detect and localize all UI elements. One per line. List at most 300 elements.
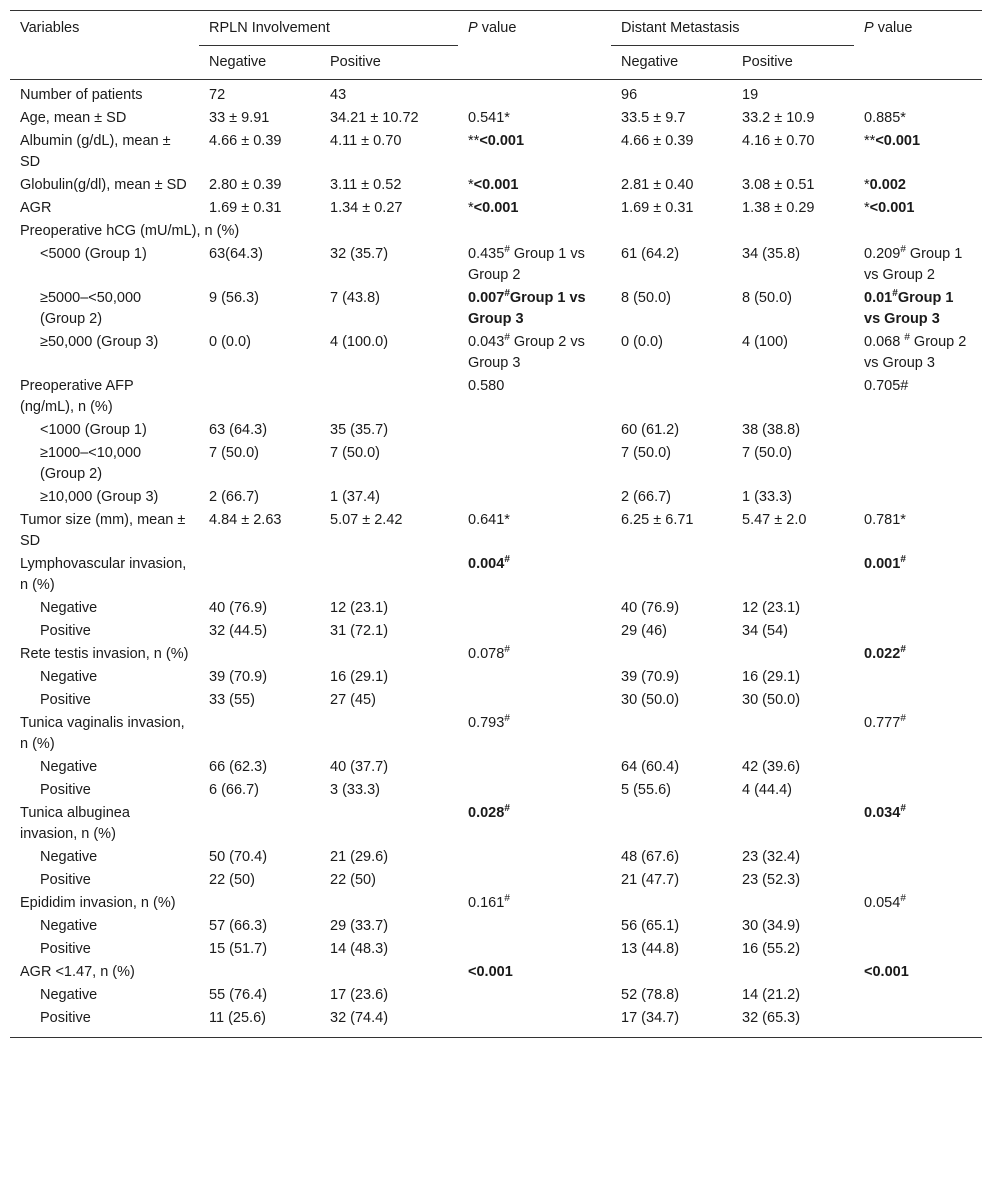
table-row	[10, 129, 982, 173]
value-text: 0.777	[864, 715, 901, 731]
cell-distant-negative: 40 (76.9)	[621, 600, 680, 616]
value-text: *	[864, 200, 870, 216]
cell-distant-p-value	[854, 711, 982, 755]
cell-distant-p-value	[854, 242, 982, 286]
value-bold: 0.022	[864, 646, 901, 662]
cell-rpln-p-value	[458, 441, 611, 485]
cell-rpln-p-value	[458, 983, 611, 1006]
cell-rpln-positive: 7 (43.8)	[330, 290, 380, 306]
cell-rpln-negative: 11 (25.6)	[199, 1006, 320, 1038]
row-label	[10, 106, 199, 129]
cell-rpln-negative: 55 (76.4)	[209, 987, 268, 1003]
cell-distant-positive: 42 (39.6)	[742, 759, 801, 775]
cell-distant-positive	[732, 552, 854, 596]
cell-distant-negative	[611, 552, 732, 596]
header-rpln-involvement: RPLN Involvement	[199, 11, 458, 46]
cell-distant-negative: 17 (34.7)	[611, 1006, 732, 1038]
cell-rpln-p-value: 0.541*	[468, 110, 510, 126]
footnote-mark: #	[900, 713, 906, 725]
row-label	[10, 508, 199, 552]
cell-rpln-positive: 29 (33.7)	[330, 918, 389, 934]
comparison-text-bold: Group 1 vs Group 3	[468, 290, 586, 327]
table-header	[10, 11, 982, 80]
cell-rpln-p-value	[458, 665, 611, 688]
cell-rpln-negative: 72	[209, 87, 226, 103]
cell-distant-negative	[611, 960, 732, 983]
cell-rpln-negative	[199, 642, 320, 665]
cell-distant-negative: 21 (47.7)	[621, 872, 680, 888]
cell-rpln-negative	[199, 960, 320, 983]
cell-distant-p-value	[854, 173, 982, 196]
row-label-text: Negative	[40, 669, 98, 685]
row-label-text: Negative	[40, 600, 98, 616]
value-bold: <0.001	[473, 177, 519, 193]
cell-rpln-positive: 1.34 ± 0.27	[330, 200, 403, 216]
value-text: 0.043	[468, 334, 505, 350]
cell-rpln-positive: 3.11 ± 0.52	[330, 177, 402, 193]
cell-distant-p-value	[854, 1006, 982, 1038]
row-label	[10, 80, 199, 107]
value-bold: 0.01	[864, 290, 893, 306]
row-label-text: Globulin(g/dl), mean ± SD	[20, 177, 187, 193]
row-label	[10, 374, 199, 418]
header-variables: Variables	[10, 11, 199, 80]
cell-rpln-p-value	[458, 242, 611, 286]
cell-rpln-p-value	[458, 937, 611, 960]
row-label-text: AGR	[20, 200, 52, 216]
cell-rpln-p-value	[458, 1006, 611, 1038]
cell-rpln-negative: 6 (66.7)	[209, 782, 259, 798]
comparison-text: Group 2 vs Group 3	[468, 334, 585, 371]
table-body	[10, 80, 982, 1038]
cell-distant-positive: 38 (38.8)	[742, 422, 801, 438]
table-row	[10, 286, 982, 330]
cell-rpln-p-value	[458, 711, 611, 755]
cell-distant-p-value	[854, 778, 982, 801]
cell-distant-positive: 33.2 ± 10.9	[742, 110, 815, 126]
comparison-text: Group 2 vs Group 3	[864, 334, 967, 371]
row-label-text: Rete testis invasion, n (%)	[20, 646, 189, 662]
value-text: 0.435	[468, 246, 505, 262]
cell-rpln-p-value	[458, 596, 611, 619]
row-label	[10, 868, 199, 891]
cell-rpln-p-value	[458, 755, 611, 778]
cell-distant-positive: 4 (100)	[742, 334, 788, 350]
cell-rpln-p-value	[458, 80, 611, 107]
table-row	[10, 173, 982, 196]
table-row	[10, 106, 982, 129]
footnote-mark: #	[504, 713, 510, 725]
value-bold: 0.028	[468, 805, 505, 821]
cell-rpln-positive: 5.07 ± 2.42	[330, 512, 403, 528]
row-label-text: Negative	[40, 918, 98, 934]
row-label-text: ≥50,000 (Group 3)	[40, 334, 159, 350]
cell-rpln-positive	[320, 711, 458, 755]
cell-distant-positive: 3.08 ± 0.51	[742, 177, 815, 193]
value-bold: <0.001	[875, 133, 921, 149]
cell-rpln-positive: 43	[330, 87, 347, 103]
cell-rpln-p-value	[458, 418, 611, 441]
cell-distant-negative: 29 (46)	[621, 623, 667, 639]
cell-rpln-positive: 27 (45)	[330, 692, 376, 708]
cell-rpln-p-value	[458, 688, 611, 711]
cell-distant-positive	[732, 711, 854, 755]
cell-rpln-p-value	[458, 801, 611, 845]
row-label	[10, 665, 199, 688]
table-row	[10, 374, 982, 418]
row-label	[10, 418, 199, 441]
cell-rpln-p-value	[458, 960, 611, 983]
cell-distant-positive: 16 (29.1)	[742, 669, 801, 685]
table-row	[10, 552, 982, 596]
row-label-text: Lymphovascular invasion, n (%)	[20, 556, 187, 593]
cell-distant-p-value	[854, 960, 982, 983]
cell-distant-positive: 1 (33.3)	[742, 489, 792, 505]
cell-distant-positive	[732, 801, 854, 845]
row-label	[10, 711, 199, 755]
cell-rpln-positive: 35 (35.7)	[330, 422, 389, 438]
row-label-text: ≥10,000 (Group 3)	[40, 489, 159, 505]
cell-distant-negative: 5 (55.6)	[621, 782, 671, 798]
cell-rpln-negative: 32 (44.5)	[209, 623, 268, 639]
cell-rpln-negative	[199, 374, 320, 418]
value-text: *	[864, 177, 870, 193]
footnote-mark: #	[504, 893, 510, 905]
cell-distant-p-value: 0.781*	[864, 512, 906, 528]
table-row	[10, 418, 982, 441]
row-label	[10, 688, 199, 711]
header-distant-metastasis: Distant Metastasis	[611, 11, 854, 46]
cell-distant-positive: 23 (52.3)	[742, 872, 801, 888]
header-p-rest: value	[477, 20, 517, 36]
cell-distant-negative	[611, 801, 732, 845]
row-label	[10, 983, 199, 1006]
table-row	[10, 330, 982, 374]
row-label	[10, 778, 199, 801]
cell-distant-p-value	[854, 196, 982, 219]
cell-distant-p-value	[854, 891, 982, 914]
value-bold: <0.001	[473, 200, 519, 216]
table-row	[10, 937, 982, 960]
cell-rpln-p-value	[458, 485, 611, 508]
cell-distant-negative: 39 (70.9)	[621, 669, 680, 685]
cell-rpln-negative: 2 (66.7)	[209, 489, 259, 505]
cell-rpln-negative: 7 (50.0)	[209, 445, 259, 461]
cell-rpln-positive	[320, 960, 458, 983]
cell-rpln-positive: 3 (33.3)	[330, 782, 380, 798]
cell-distant-negative	[611, 711, 732, 755]
cell-rpln-positive: 32 (74.4)	[320, 1006, 458, 1038]
header-p-rest: value	[873, 20, 913, 36]
cell-rpln-p-value	[458, 196, 611, 219]
value-text: *	[468, 200, 474, 216]
cell-distant-p-value	[854, 845, 982, 868]
cell-distant-negative: 8 (50.0)	[621, 290, 671, 306]
header-rpln-negative: Negative	[209, 54, 267, 70]
cell-rpln-positive	[320, 374, 458, 418]
cell-distant-negative: 2.81 ± 0.40	[621, 177, 694, 193]
cell-distant-negative: 4.66 ± 0.39	[621, 133, 694, 149]
row-label-text: Preoperative hCG (mU/mL), n (%)	[20, 223, 240, 239]
cell-rpln-positive: 21 (29.6)	[330, 849, 389, 865]
cell-rpln-p-value	[458, 286, 611, 330]
comparison-text: Group 1 vs Group 2	[468, 246, 585, 283]
header-p-italic: P	[468, 20, 478, 36]
header-p-italic: P	[864, 20, 874, 36]
value-text: *	[468, 177, 474, 193]
cell-distant-p-value	[854, 485, 982, 508]
cell-rpln-p-value	[458, 552, 611, 596]
cell-distant-negative: 61 (64.2)	[621, 246, 680, 262]
value-bold: <0.001	[479, 133, 525, 149]
value-bold: <0.001	[468, 964, 513, 980]
cell-rpln-positive: 12 (23.1)	[330, 600, 389, 616]
table-row	[10, 1006, 982, 1038]
cell-rpln-negative	[199, 552, 320, 596]
cell-rpln-positive: 22 (50)	[330, 872, 376, 888]
footnote-mark: #	[504, 644, 510, 656]
table-row	[10, 485, 982, 508]
cell-rpln-positive	[320, 891, 458, 914]
cell-distant-p-value	[854, 665, 982, 688]
cell-distant-p-value	[854, 596, 982, 619]
cell-rpln-positive: 4 (100.0)	[330, 334, 389, 350]
cell-rpln-positive: 31 (72.1)	[330, 623, 389, 639]
cell-distant-negative: 0 (0.0)	[621, 334, 663, 350]
cell-rpln-p-value	[458, 129, 611, 173]
cell-distant-negative: 56 (65.1)	[621, 918, 680, 934]
cell-rpln-negative: 66 (62.3)	[209, 759, 268, 775]
table-row	[10, 688, 982, 711]
footnote-mark: #	[504, 554, 510, 566]
cell-rpln-negative: 1.69 ± 0.31	[209, 200, 282, 216]
row-label	[10, 219, 982, 242]
cell-rpln-positive: 14 (48.3)	[330, 941, 389, 957]
cell-rpln-positive	[320, 552, 458, 596]
row-label-text: Positive	[40, 692, 91, 708]
cell-rpln-p-value	[458, 891, 611, 914]
value-text: **	[864, 133, 876, 149]
cell-distant-positive: 30 (34.9)	[742, 918, 801, 934]
value-bold: 0.002	[869, 177, 906, 193]
cell-rpln-negative: 50 (70.4)	[209, 849, 268, 865]
value-bold: <0.001	[869, 200, 915, 216]
row-label-text: Age, mean ± SD	[20, 110, 127, 126]
table-row	[10, 642, 982, 665]
cell-distant-p-value	[854, 868, 982, 891]
cell-distant-p-value	[854, 552, 982, 596]
cell-rpln-negative: 0 (0.0)	[209, 334, 251, 350]
row-label-text: Positive	[40, 782, 91, 798]
cell-rpln-negative: 4.66 ± 0.39	[209, 133, 282, 149]
cell-distant-positive: 16 (55.2)	[742, 941, 801, 957]
cell-distant-positive	[732, 960, 854, 983]
cell-distant-p-value	[854, 330, 982, 374]
cell-rpln-p-value	[458, 845, 611, 868]
cell-distant-negative: 64 (60.4)	[621, 759, 680, 775]
cell-distant-p-value: 0.705#	[864, 378, 909, 394]
cell-rpln-negative: 33 (55)	[209, 692, 255, 708]
cell-distant-negative	[611, 891, 732, 914]
cell-distant-p-value	[854, 619, 982, 642]
cell-distant-p-value	[854, 983, 982, 1006]
row-label-text: Positive	[40, 872, 91, 888]
value-bold: 0.001	[864, 556, 901, 572]
cell-rpln-negative	[199, 891, 320, 914]
row-label-text: Tunica vaginalis invasion, n (%)	[20, 715, 185, 752]
cell-rpln-negative	[199, 801, 320, 845]
cell-distant-positive	[732, 642, 854, 665]
cell-rpln-negative: 15 (51.7)	[209, 941, 268, 957]
row-label	[10, 129, 199, 173]
cell-rpln-p-value: 0.580	[468, 378, 505, 394]
cell-distant-positive	[732, 891, 854, 914]
row-label-text: <1000 (Group 1)	[40, 422, 147, 438]
row-label	[10, 173, 199, 196]
cell-distant-negative: 52 (78.8)	[621, 987, 680, 1003]
cell-distant-negative: 1.69 ± 0.31	[621, 200, 694, 216]
value-bold: 0.004	[468, 556, 505, 572]
row-label	[10, 642, 199, 665]
cell-distant-p-value	[854, 286, 982, 330]
row-label-text: AGR <1.47, n (%)	[20, 964, 135, 980]
table-row	[10, 219, 982, 242]
table-row	[10, 914, 982, 937]
cell-rpln-p-value	[458, 173, 611, 196]
cell-distant-p-value	[854, 418, 982, 441]
cell-distant-positive: 23 (32.4)	[742, 849, 801, 865]
cell-rpln-positive: 16 (29.1)	[330, 669, 389, 685]
cell-distant-positive: 7 (50.0)	[742, 445, 792, 461]
cell-rpln-negative	[199, 711, 320, 755]
value-bold: 0.007	[468, 290, 505, 306]
row-label	[10, 242, 199, 286]
footnote-mark: #	[504, 332, 510, 344]
cell-rpln-p-value	[458, 330, 611, 374]
table-row	[10, 619, 982, 642]
table-row	[10, 80, 982, 107]
row-label	[10, 552, 199, 596]
row-label-text: Negative	[40, 987, 98, 1003]
cell-rpln-positive	[320, 642, 458, 665]
cell-distant-negative: 30 (50.0)	[621, 692, 680, 708]
cell-distant-negative: 7 (50.0)	[621, 445, 671, 461]
footnote-mark: #	[504, 288, 510, 300]
row-label	[10, 914, 199, 937]
footnote-mark: #	[900, 803, 906, 815]
row-label-text: Tunica albuginea invasion, n (%)	[20, 805, 130, 842]
comparison-text-bold: Group 1 vs Group 3	[864, 290, 954, 327]
cell-distant-negative: 48 (67.6)	[621, 849, 680, 865]
cell-distant-negative: 96	[621, 87, 638, 103]
footnote-mark: #	[892, 288, 898, 300]
row-label	[10, 801, 199, 845]
row-label-text: ≥1000–<10,000 (Group 2)	[40, 445, 142, 482]
cell-distant-positive: 12 (23.1)	[742, 600, 801, 616]
cell-distant-positive: 19	[742, 87, 759, 103]
cell-rpln-positive: 4.11 ± 0.70	[330, 133, 402, 149]
value-text: **	[468, 133, 480, 149]
header-distant-negative: Negative	[621, 54, 679, 70]
header-rpln-positive: Positive	[330, 54, 381, 70]
row-label	[10, 960, 199, 983]
cell-distant-positive: 30 (50.0)	[742, 692, 801, 708]
table-row	[10, 755, 982, 778]
footnote-mark: #	[900, 244, 906, 256]
cell-rpln-positive: 34.21 ± 10.72	[330, 110, 419, 126]
row-label	[10, 330, 199, 374]
table-row	[10, 441, 982, 485]
results-table-container	[10, 10, 982, 1038]
table-row	[10, 868, 982, 891]
row-label	[10, 755, 199, 778]
comparison-text: Group 1 vs Group 2	[864, 246, 963, 283]
table-row	[10, 242, 982, 286]
row-label	[10, 596, 199, 619]
cell-rpln-positive: 32 (35.7)	[330, 246, 389, 262]
row-label-text: Negative	[40, 849, 98, 865]
table-row	[10, 960, 982, 983]
cell-distant-p-value	[854, 129, 982, 173]
value-text: 0.209	[864, 246, 901, 262]
value-text: 0.054	[864, 895, 901, 911]
header-distant-positive: Positive	[742, 54, 793, 70]
value-bold: 0.034	[864, 805, 901, 821]
footnote-mark: #	[900, 554, 906, 566]
cell-rpln-p-value	[458, 642, 611, 665]
row-label-text: Epididim invasion, n (%)	[20, 895, 176, 911]
row-label	[10, 937, 199, 960]
cell-distant-p-value: 0.885*	[864, 110, 906, 126]
table-row	[10, 665, 982, 688]
footnote-mark: #	[900, 644, 906, 656]
row-label-text: Preoperative AFP (ng/mL), n (%)	[20, 378, 134, 415]
table-row	[10, 196, 982, 219]
cell-rpln-p-value	[458, 619, 611, 642]
value-text: 0.078	[468, 646, 505, 662]
cell-distant-positive: 14 (21.2)	[742, 987, 801, 1003]
cell-rpln-p-value	[458, 778, 611, 801]
cell-distant-p-value	[854, 80, 982, 107]
cell-distant-positive: 4 (44.4)	[742, 782, 792, 798]
cell-rpln-p-value	[458, 868, 611, 891]
footnote-mark: #	[504, 803, 510, 815]
row-label-text: Positive	[40, 941, 91, 957]
row-label	[10, 196, 199, 219]
row-label-text: ≥5000–<50,000 (Group 2)	[40, 290, 142, 327]
footnote-mark: #	[504, 244, 510, 256]
row-label	[10, 441, 199, 485]
cell-distant-positive: 1.38 ± 0.29	[742, 200, 815, 216]
cell-distant-p-value	[854, 914, 982, 937]
cell-distant-negative: 60 (61.2)	[621, 422, 680, 438]
table-row	[10, 711, 982, 755]
cell-rpln-positive: 1 (37.4)	[330, 489, 380, 505]
results-table	[10, 10, 982, 1038]
cell-distant-positive: 34 (54)	[742, 623, 788, 639]
cell-rpln-negative: 4.84 ± 2.63	[209, 512, 282, 528]
cell-distant-negative	[611, 374, 732, 418]
cell-rpln-negative: 57 (66.3)	[209, 918, 268, 934]
row-label-text: Positive	[40, 623, 91, 639]
cell-distant-p-value	[854, 642, 982, 665]
cell-rpln-p-value	[458, 914, 611, 937]
cell-distant-negative: 6.25 ± 6.71	[621, 512, 694, 528]
value-text: 0.793	[468, 715, 505, 731]
footnote-mark: #	[904, 332, 910, 344]
cell-rpln-positive	[320, 801, 458, 845]
cell-distant-p-value	[854, 937, 982, 960]
